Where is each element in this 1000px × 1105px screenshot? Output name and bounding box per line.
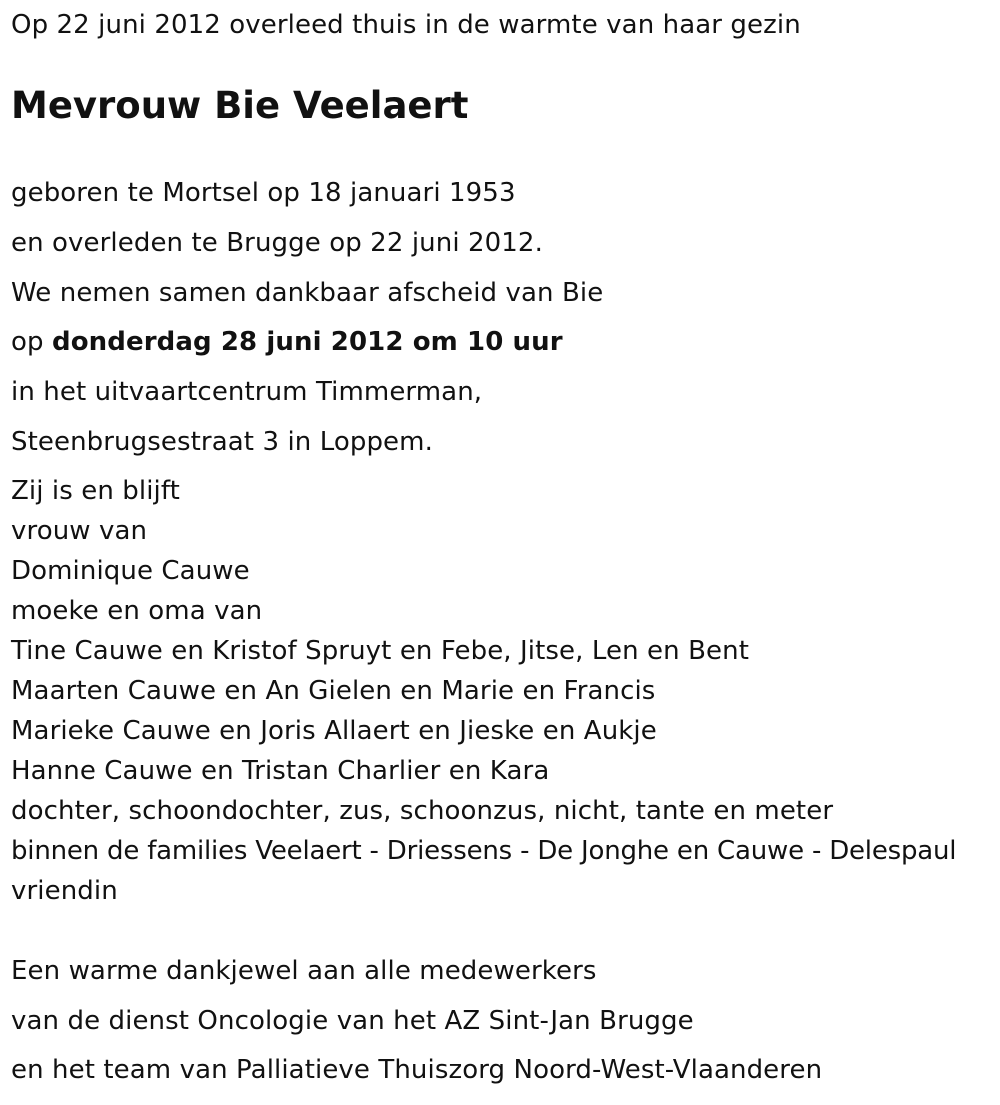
family-line: vriendin [11, 876, 118, 906]
family-line: dochter, schoondochter, zus, schoonzus, nicht, tante en meter [11, 796, 834, 826]
family-line: Zij is en blijft [11, 476, 180, 506]
thanks-line: van de dienst Oncologie van het AZ Sint-Jan Brugge [11, 1006, 694, 1036]
farewell-line: We nemen samen dankbaar afscheid van Bie [11, 278, 604, 308]
death-line: en overleden te Brugge op 22 juni 2012. [11, 228, 543, 258]
thanks-line: Een warme dankjewel aan alle medewerkers [11, 956, 597, 986]
address-line: Steenbrugsestraat 3 in Loppem. [11, 427, 433, 457]
family-line: vrouw van [11, 516, 148, 546]
birth-line: geboren te Mortsel op 18 januari 1953 [11, 178, 516, 208]
family-line: Dominique Cauwe [11, 556, 250, 586]
ceremony-date-line [11, 326, 563, 358]
family-line: Tine Cauwe en Kristof Spruyt en Febe, Jitse, Len en Bent [11, 636, 749, 666]
family-line: Marieke Cauwe en Joris Allaert en Jieske en Aukje [11, 716, 657, 746]
family-line: moeke en oma van [11, 596, 263, 626]
ceremony-date-prefix: op [11, 327, 44, 357]
venue-line: in het uitvaartcentrum Timmerman, [11, 377, 483, 407]
intro-line: Op 22 juni 2012 overleed thuis in de warmte van haar gezin [11, 10, 801, 40]
family-line: binnen de families Veelaert - Driessens - De Jonghe en Cauwe - Delespaul [11, 836, 957, 866]
deceased-name: Mevrouw Bie Veelaert [11, 84, 469, 127]
ceremony-date: donderdag 28 juni 2012 om 10 uur [52, 327, 563, 357]
thanks-line: en het team van Palliatieve Thuiszorg Noord-West-Vlaanderen [11, 1055, 823, 1085]
family-line: Hanne Cauwe en Tristan Charlier en Kara [11, 756, 550, 786]
family-line: Maarten Cauwe en An Gielen en Marie en Francis [11, 676, 656, 706]
